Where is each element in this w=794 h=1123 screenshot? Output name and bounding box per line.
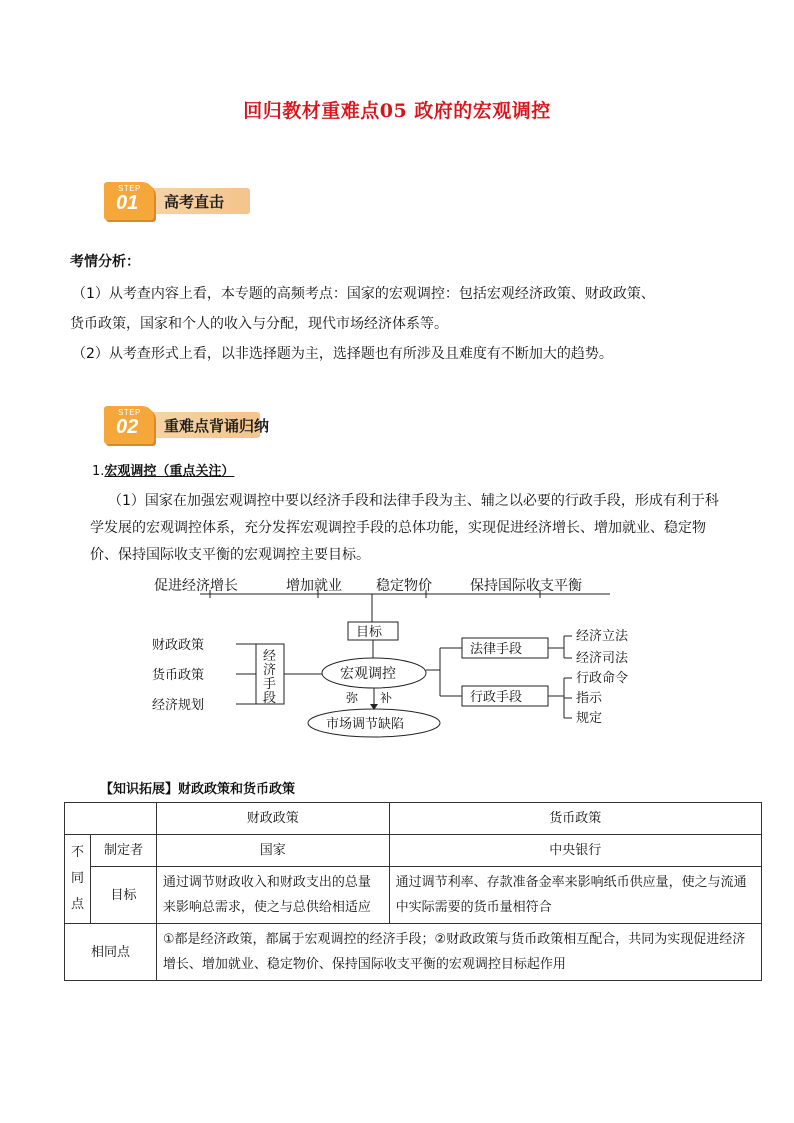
analysis-line-1: （1）从考查内容上看，本专题的高频考点：国家的宏观调控：包括宏观经济政策、财政政策、 (72, 286, 655, 302)
econ-char-3: 手 (263, 677, 277, 692)
econ-char-4: 段 (263, 691, 277, 706)
analysis-line-2: 货币政策，国家和个人的收入与分配，现代市场经济体系等。 (70, 316, 448, 332)
col-header-monetary: 货币政策 (389, 803, 761, 835)
step-02-banner (104, 406, 270, 442)
page-title: 回归教材重难点05 政府的宏观调控 (243, 100, 551, 122)
analysis-heading: 考情分析： (70, 254, 140, 270)
row-label-maker: 制定者 (90, 835, 156, 867)
admin-label: 行政手段 (470, 690, 523, 705)
row-label-goal: 目标 (90, 867, 156, 924)
cell-goal-monetary: 通过调节利率、存款准备金率来影响纸币供应量，使之与流通中实际需要的货币量相符合 (389, 867, 761, 924)
step-number: 01 (116, 192, 139, 214)
left-item-2: 货币政策 (152, 668, 205, 683)
diff-group-label (65, 835, 91, 924)
goal-2: 增加就业 (286, 578, 342, 594)
econ-char-2: 济 (263, 663, 277, 678)
step-label: 高考直击 (164, 193, 225, 211)
section-title: 宏观调控（重点关注） (104, 464, 235, 479)
row-label-same: 相同点 (65, 924, 157, 981)
section-1-heading (92, 460, 234, 484)
admin-item-1: 行政命令 (576, 671, 629, 686)
law-item-2: 经济司法 (576, 651, 629, 666)
table-caption: 【知识拓展】财政政策和货币政策 (100, 782, 296, 797)
admin-item-3: 规定 (576, 711, 603, 726)
admin-item-2: 指示 (576, 691, 603, 706)
econ-char-1: 经 (263, 649, 277, 664)
left-item-3: 经济规划 (152, 698, 205, 713)
analysis-line-3: （2）从考查形式上看，以非选择题为主，选择题也有所涉及且难度有不断加大的趋势。 (72, 346, 613, 362)
section-1-paragraph (90, 488, 726, 569)
bu-char-2: 补 (380, 691, 393, 705)
market-label: 市场调节缺陷 (326, 717, 405, 732)
cell-maker-monetary: 中央银行 (389, 835, 761, 867)
step-badge (104, 406, 154, 444)
target-label: 目标 (356, 625, 383, 640)
center-label: 宏观调控 (340, 666, 396, 682)
step-badge (104, 182, 154, 220)
cell-same: ①都是经济政策，都属于宏观调控的经济手段；②财政政策与货币政策相互配合，共同为实现促进经济增长、增加就业、稳定物价、保持国际收支平衡的宏观调控目标起作用 (156, 924, 761, 981)
cell-maker-fiscal: 国家 (156, 835, 389, 867)
cell-goal-fiscal: 通过调节财政收入和财政支出的总量来影响总需求，使之与总供给相适应 (156, 867, 389, 924)
step-number: 02 (116, 416, 139, 438)
table-row (65, 867, 762, 924)
group-char: 点 (70, 897, 84, 912)
col-header-fiscal: 财政政策 (156, 803, 389, 835)
paragraph-text: （1）国家在加强宏观调控中要以经济手段和法律手段为主、辅之以必要的行政手段，形成有利于科学发展的宏观调控体系，充分发挥宏观调控手段的总体功能，实现促进经济增长、增加就业、稳定物价、保持国际收支平衡的宏观调控主要目标。 (90, 493, 719, 563)
step-01-banner (104, 182, 250, 218)
table-row (65, 803, 762, 835)
goal-4: 保持国际收支平衡 (470, 578, 582, 594)
table-row (65, 924, 762, 981)
bu-char-1: 弥 (346, 691, 359, 705)
macro-control-diagram (140, 572, 660, 742)
goal-1: 促进经济增长 (154, 578, 238, 594)
group-char: 不 (70, 845, 84, 860)
header-corner (65, 803, 157, 835)
step-word: STEP (118, 408, 141, 417)
law-label: 法律手段 (470, 642, 523, 657)
left-item-1: 财政政策 (152, 638, 205, 653)
section-number: 1. (92, 464, 105, 479)
law-item-1: 经济立法 (576, 629, 629, 644)
policy-comparison-table (64, 802, 762, 981)
table-row (65, 835, 762, 867)
step-label: 重难点背诵归纳 (164, 417, 270, 435)
step-word: STEP (118, 184, 141, 193)
goal-3: 稳定物价 (376, 578, 432, 594)
group-char: 同 (70, 871, 84, 886)
